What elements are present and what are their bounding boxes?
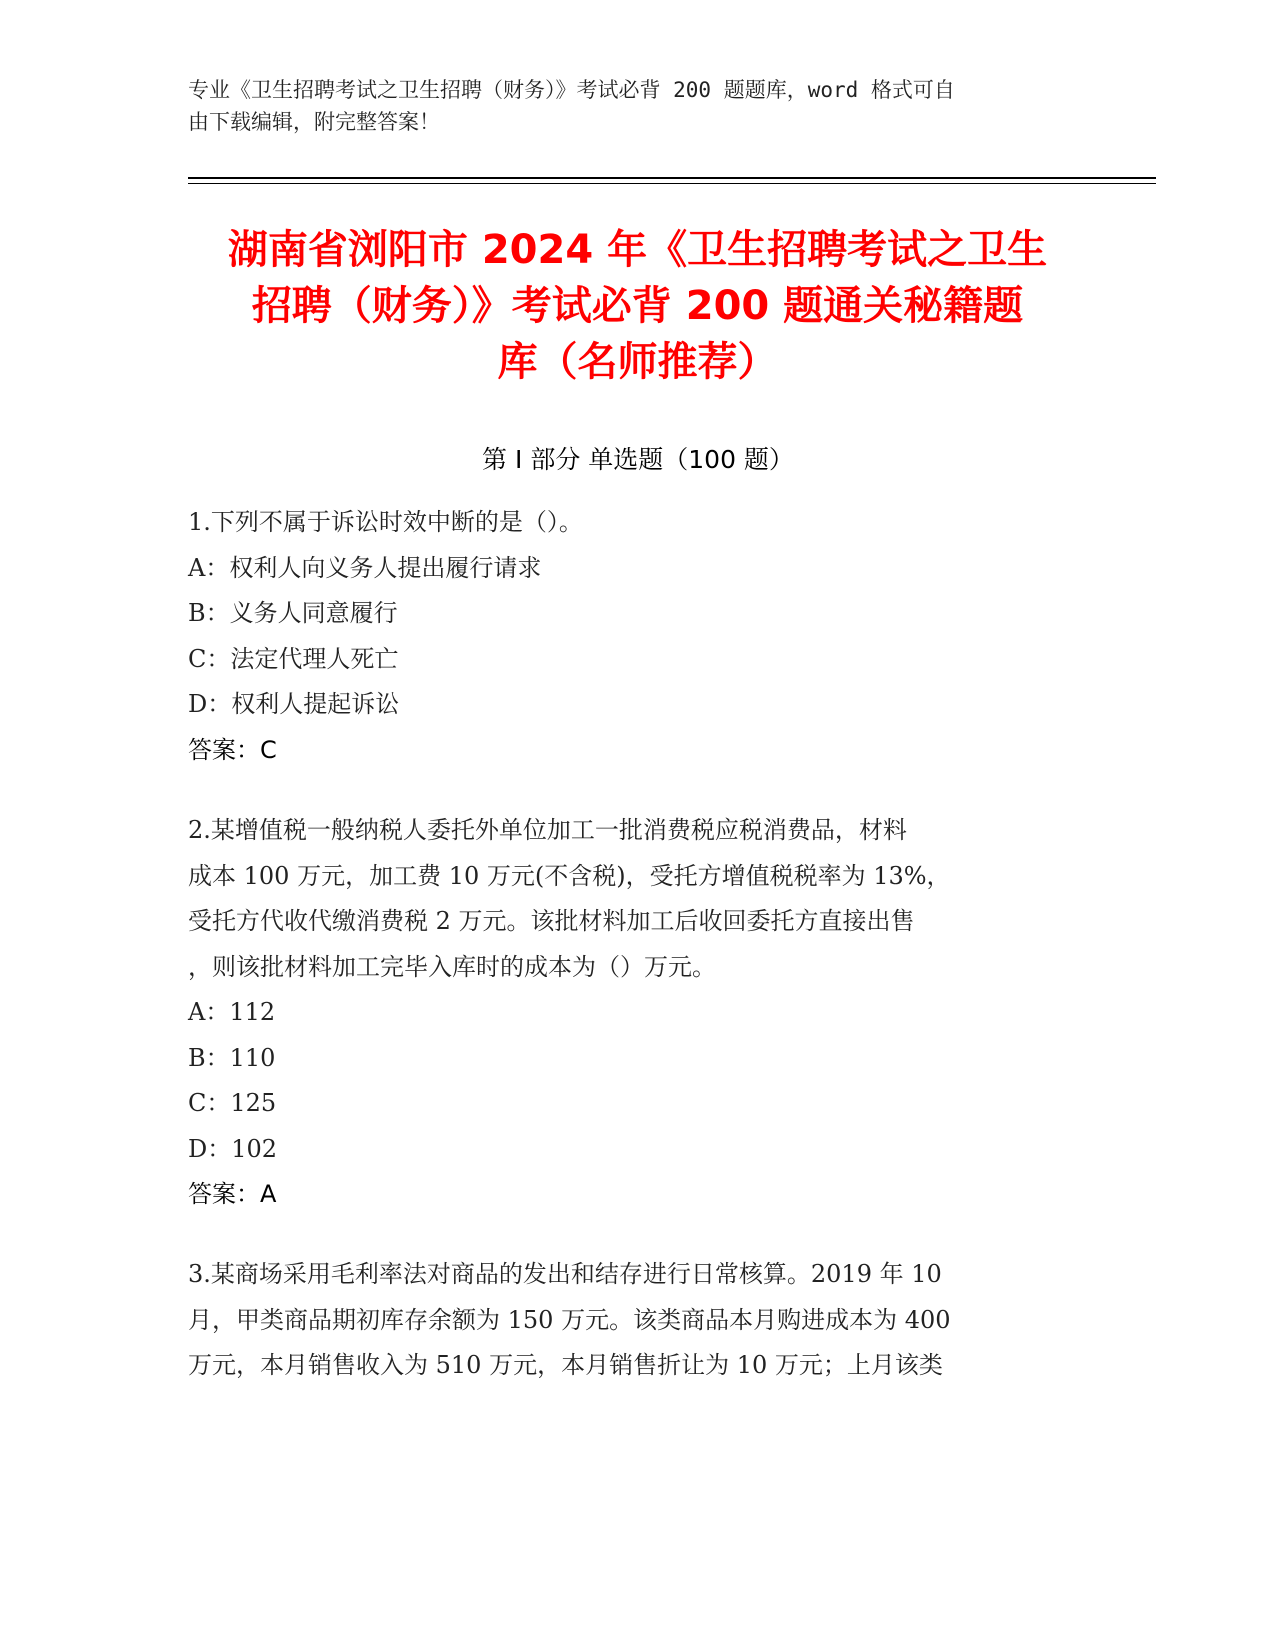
- question-stem-line: 3.某商场采用毛利率法对商品的发出和结存进行日常核算。2019 年 10: [188, 1260, 942, 1288]
- question-3: [188, 1252, 1088, 1389]
- title-line-2: 招聘（财务）》考试必背 200 题通关秘籍题: [251, 283, 1024, 329]
- option-c: C：125: [188, 1089, 277, 1117]
- question-stem-line: 2.某增值税一般纳税人委托外单位加工一批消费税应税消费品，材料: [188, 816, 907, 844]
- header-divider-thick: [188, 177, 1156, 179]
- question-stem-line: ，则该批材料加工完毕入库时的成本为（）万元。: [188, 952, 716, 981]
- question-1: [188, 500, 1088, 773]
- question-stem-line: 万元，本月销售收入为 510 万元，本月销售折让为 10 万元；上月该类: [188, 1351, 943, 1379]
- question-stem-line: 月，甲类商品期初库存余额为 150 万元。该类商品本月购进成本为 400: [188, 1305, 951, 1334]
- question-2: [188, 808, 1088, 1218]
- question-stem-line: 1.下列不属于诉讼时效中断的是（）。: [188, 508, 583, 536]
- option-d: D：102: [188, 1134, 278, 1163]
- intro-line-1: 专业《卫生招聘考试之卫生招聘（财务）》考试必背 200 题题库，word 格式可自: [188, 78, 955, 102]
- option-d: D：权利人提起诉讼: [188, 690, 400, 718]
- option-b: B：110: [188, 1043, 276, 1072]
- intro-line-2: 由下载编辑，附完整答案！: [188, 110, 440, 134]
- answer: 答案：A: [188, 1180, 277, 1208]
- option-a: A：112: [188, 998, 276, 1026]
- question-stem-line: 受托方代收代缴消费税 2 万元。该批材料加工后收回委托方直接出售: [188, 907, 915, 935]
- section-heading: 第 I 部分 单选题（100 题）: [482, 445, 794, 474]
- option-b: B：义务人同意履行: [188, 599, 398, 627]
- title-line-3: 库（名师推荐）: [497, 339, 778, 385]
- document-title: [180, 222, 1095, 390]
- option-c: C：法定代理人死亡: [188, 644, 399, 673]
- option-a: A：权利人向义务人提出履行请求: [188, 553, 542, 582]
- title-line-1: 湖南省浏阳市 2024 年《卫生招聘考试之卫生: [227, 227, 1048, 273]
- question-stem-line: 成本 100 万元，加工费 10 万元(不含税)，受托方增值税税率为 13%，: [188, 861, 951, 890]
- answer: 答案：C: [188, 735, 277, 764]
- header-divider-thin: [188, 183, 1156, 184]
- intro-text: [188, 74, 1088, 138]
